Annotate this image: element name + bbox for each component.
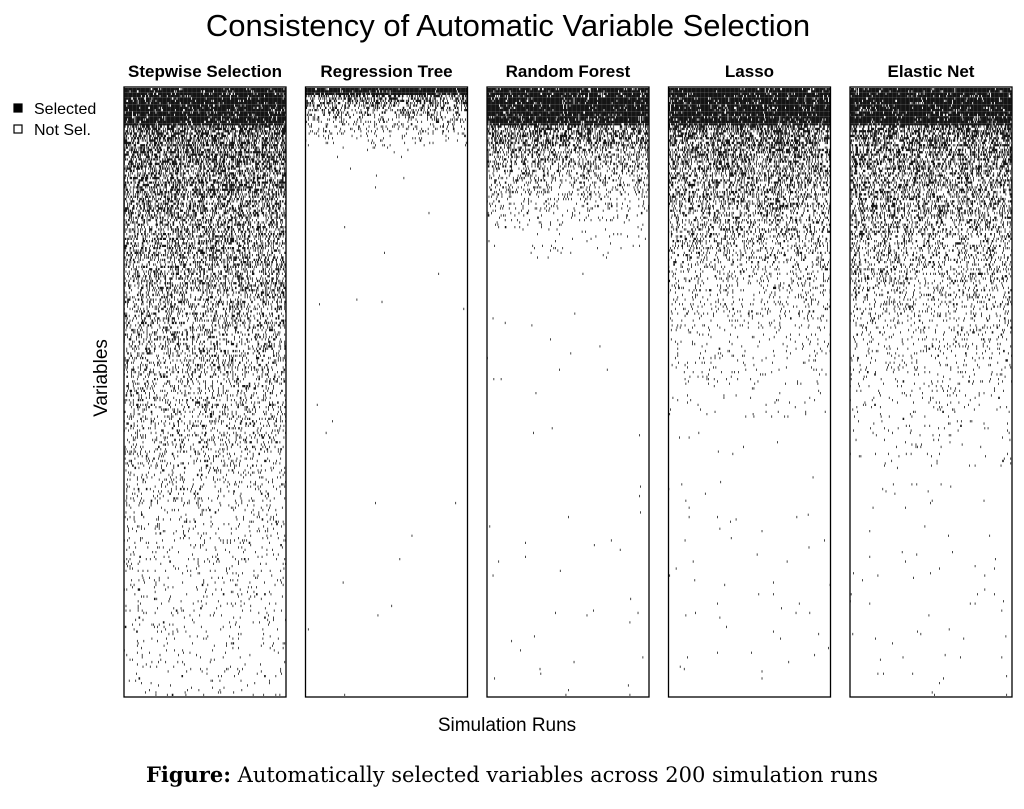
legend-swatch-1	[14, 125, 22, 133]
panel-regression-tree	[306, 62, 468, 697]
panel-random-forest	[487, 62, 649, 697]
panel-label: Lasso	[724, 62, 775, 81]
panel-elastic-net	[850, 62, 1012, 697]
caption-label: Figure:	[145, 762, 231, 787]
panel-stepwise-selection	[124, 62, 286, 697]
chart-title: Consistency of Automatic Variable Selection	[205, 8, 811, 43]
legend-swatch-0	[14, 104, 22, 112]
selection-marks	[850, 88, 1012, 696]
panel-frame	[306, 87, 468, 697]
figure-caption	[0, 762, 1024, 787]
legend	[14, 101, 96, 139]
selection-marks	[669, 88, 831, 680]
panel-lasso	[669, 62, 831, 697]
caption-text: Automatically selected variables across 200 simulation runs	[237, 763, 879, 787]
panel-frame	[487, 87, 649, 697]
panel-label: Random Forest	[505, 62, 631, 81]
panel-group	[124, 62, 1012, 697]
y-axis-label: Variables	[91, 339, 112, 417]
selection-marks	[124, 88, 286, 696]
panel-label: Regression Tree	[320, 62, 453, 81]
legend-label-1: Not Sel.	[34, 122, 91, 139]
legend-label-0: Selected	[34, 101, 97, 118]
x-axis-label: Simulation Runs	[437, 715, 577, 736]
selection-marks	[306, 88, 468, 696]
selection-marks	[487, 88, 649, 696]
panel-label: Stepwise Selection	[128, 62, 282, 81]
panel-label: Elastic Net	[887, 62, 975, 81]
